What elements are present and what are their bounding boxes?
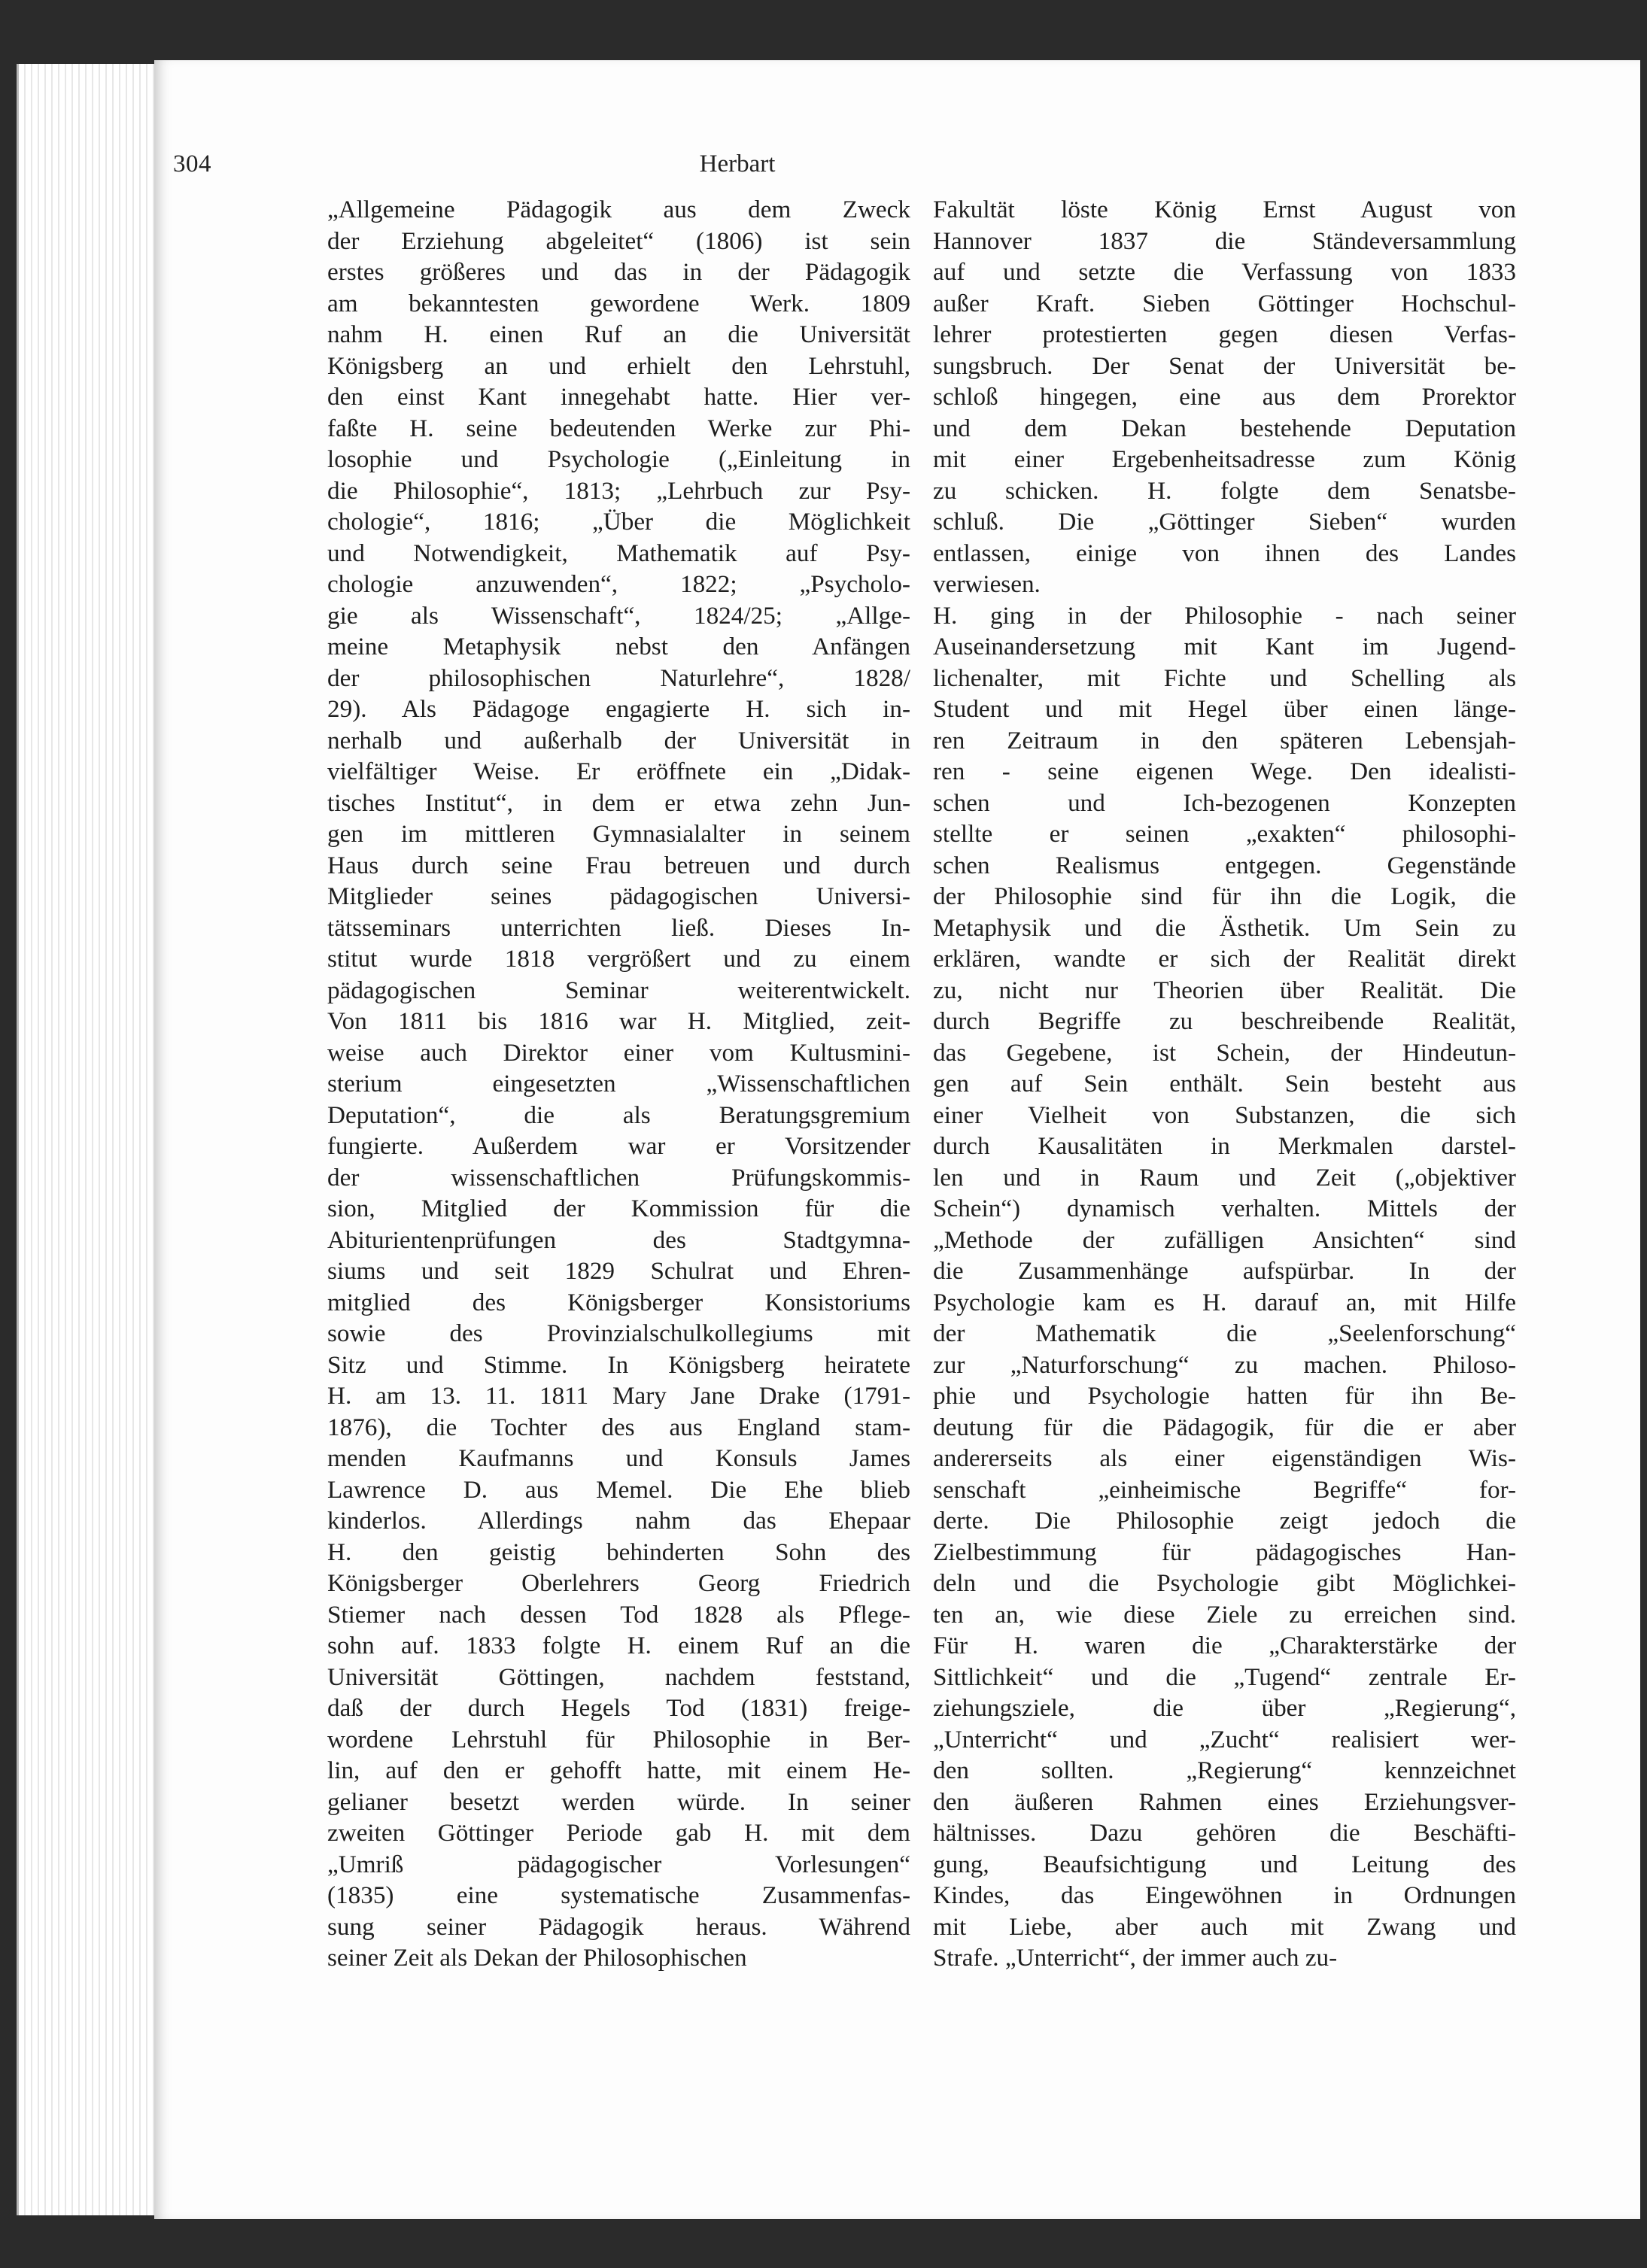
text-line: nahm H. einen Ruf an die Universität <box>327 320 910 348</box>
text-line: H. den geistig behinderten Sohn des <box>327 1538 910 1566</box>
text-line: zweiten Göttinger Periode gab H. mit dem <box>327 1819 910 1847</box>
text-line: wordene Lehrstuhl für Philosophie in Ber- <box>327 1725 910 1753</box>
text-line: lin, auf den er gehofft hatte, mit einem He- <box>327 1756 910 1784</box>
text-line: Von 1811 bis 1816 war H. Mitglied, zeit- <box>327 1007 910 1035</box>
text-line: hältnisses. Dazu gehören die Beschäfti- <box>933 1819 1516 1847</box>
text-line: stellte er seinen „exakten“ philosophi- <box>933 820 1516 848</box>
text-line: sung seiner Pädagogik heraus. Während <box>327 1912 910 1941</box>
text-line: Sitz und Stimme. In Königsberg heiratete <box>327 1350 910 1379</box>
text-line: Schein“) dynamisch verhalten. Mittels der <box>933 1195 1516 1222</box>
text-line: Stiemer nach dessen Tod 1828 als Pflege- <box>327 1600 910 1629</box>
text-line: entlassen, einige von ihnen des Landes <box>933 539 1516 567</box>
text-line: Königsberger Oberlehrers Georg Friedrich <box>327 1569 910 1597</box>
text-line: „Umriß pädagogischer Vorlesungen“ <box>327 1850 910 1878</box>
text-line: pädagogischen Seminar weiterentwickelt. <box>327 976 910 1004</box>
text-line: schen Realismus entgegen. Gegenstände <box>933 851 1516 879</box>
text-line: schen und Ich-bezogenen Konzepten <box>933 788 1516 817</box>
text-line: len und in Raum und Zeit („objektiver <box>933 1163 1516 1192</box>
text-line: Haus durch seine Frau betreuen und durch <box>327 851 910 879</box>
text-line: kinderlos. Allerdings nahm das Ehepaar <box>327 1507 910 1535</box>
page-number: 304 <box>173 150 211 178</box>
text-line: (1835) eine systematische Zusammenfas- <box>327 1881 910 1909</box>
text-line: verwiesen. <box>933 570 1041 598</box>
text-line: den einst Kant innegehabt hatte. Hier ver- <box>327 383 910 411</box>
text-line: deln und die Psychologie gibt Möglichkei- <box>933 1569 1516 1597</box>
text-line: durch Begriffe zu beschreibende Realität, <box>933 1007 1516 1035</box>
text-line: Metaphysik und die Ästhetik. Um Sein zu <box>933 913 1516 942</box>
text-line: schloß hingegen, eine aus dem Prorektor <box>933 383 1516 411</box>
text-line: gung, Beaufsichtigung und Leitung des <box>933 1850 1516 1878</box>
text-line: der Mathematik die „Seelenforschung“ <box>933 1319 1516 1347</box>
text-line: Deputation“, die als Beratungsgremium <box>327 1101 910 1129</box>
text-line: siums und seit 1829 Schulrat und Ehren- <box>327 1257 910 1285</box>
text-line: H. ging in der Philosophie - nach seiner <box>933 601 1516 630</box>
text-line: sohn auf. 1833 folgte H. einem Ruf an die <box>327 1632 910 1659</box>
text-line: mit einer Ergebenheitsadresse zum König <box>933 445 1516 473</box>
text-line: Königsberg an und erhielt den Lehrstuhl, <box>327 351 910 380</box>
text-line: auf und setzte die Verfassung von 1833 <box>933 258 1516 286</box>
text-line: Psychologie kam es H. darauf an, mit Hilfe <box>933 1288 1516 1316</box>
text-line: am bekanntesten gewordene Werk. 1809 <box>327 289 910 317</box>
text-line: ren Zeitraum in den späteren Lebensjah- <box>933 726 1516 754</box>
text-line: einer Vielheit von Substanzen, die sich <box>933 1101 1516 1129</box>
text-line: die Zusammenhänge aufspürbar. In der <box>933 1257 1516 1285</box>
text-line: derte. Die Philosophie zeigt jedoch die <box>933 1507 1516 1535</box>
text-line: 29). Als Pädagoge engagierte H. sich in- <box>327 695 910 723</box>
text-line: vielfältiger Weise. Er eröffnete ein „Didak- <box>327 758 910 785</box>
text-line: mitglied des Königsberger Konsistoriums <box>327 1288 910 1316</box>
text-line: tätsseminars unterrichten ließ. Dieses In- <box>327 913 910 942</box>
text-line: gie als Wissenschaft“, 1824/25; „Allge- <box>327 601 910 630</box>
text-line: Lawrence D. aus Memel. Die Ehe blieb <box>327 1475 910 1504</box>
text-line: Auseinandersetzung mit Kant im Jugend- <box>933 633 1516 660</box>
text-line: der Philosophie sind für ihn die Logik, die <box>933 882 1516 910</box>
text-line: Für H. waren die „Charakterstärke der <box>933 1632 1516 1659</box>
text-line: 1876), die Tochter des aus England stam- <box>327 1413 910 1441</box>
text-line: Kindes, das Eingewöhnen in Ordnungen <box>933 1881 1516 1909</box>
text-line: der philosophischen Naturlehre“, 1828/ <box>327 663 910 692</box>
text-line: durch Kausalitäten in Merkmalen darstel- <box>933 1132 1516 1160</box>
page-header <box>173 150 1302 196</box>
text-line: sterium eingesetzten „Wissenschaftlichen <box>327 1070 910 1098</box>
text-line: chologie“, 1816; „Über die Möglichkeit <box>327 508 910 536</box>
text-line: chologie anzuwenden“, 1822; „Psycholo- <box>327 570 910 598</box>
text-line: und Notwendigkeit, Mathematik auf Psy- <box>327 539 910 567</box>
text-line: der wissenschaftlichen Prüfungskommis- <box>327 1163 910 1192</box>
text-line: „Unterricht“ und „Zucht“ realisiert wer- <box>933 1725 1516 1753</box>
text-line: und dem Dekan bestehende Deputation <box>933 414 1516 442</box>
text-line: Mitglieder seines pädagogischen Universi- <box>327 882 910 910</box>
text-line: sion, Mitglied der Kommission für die <box>327 1195 910 1222</box>
text-line: stitut wurde 1818 vergrößert und zu einem <box>327 945 910 973</box>
text-line: Fakultät löste König Ernst August von <box>933 196 1516 223</box>
text-line: Zielbestimmung für pädagogisches Han- <box>933 1538 1516 1566</box>
text-line: meine Metaphysik nebst den Anfängen <box>327 633 910 660</box>
text-line: Abiturientenprüfungen des Stadtgymna- <box>327 1225 910 1254</box>
running-head: Herbart <box>699 150 776 178</box>
text-line: den äußeren Rahmen eines Erziehungsver- <box>933 1787 1516 1816</box>
text-line: sungsbruch. Der Senat der Universität be- <box>933 351 1516 380</box>
text-line: phie und Psychologie hatten für ihn Be- <box>933 1382 1516 1410</box>
text-line: den sollten. „Regierung“ kennzeichnet <box>933 1756 1516 1784</box>
text-line: nerhalb und außerhalb der Universität in <box>327 726 910 754</box>
text-line: erstes größeres und das in der Pädagogik <box>327 258 910 286</box>
text-line: Student und mit Hegel über einen länge- <box>933 695 1516 723</box>
text-line: fungierte. Außerdem war er Vorsitzender <box>327 1132 910 1160</box>
text-line: gen auf Sein enthält. Sein besteht aus <box>933 1070 1516 1098</box>
text-line: sowie des Provinzialschulkollegiums mit <box>327 1319 910 1347</box>
text-line: menden Kaufmanns und Konsuls James <box>327 1444 910 1472</box>
text-line: lehrer protestierten gegen diesen Verfas- <box>933 320 1516 348</box>
text-line: senschaft „einheimische Begriffe“ for- <box>933 1475 1516 1504</box>
text-line: deutung für die Pädagogik, für die er aber <box>933 1413 1516 1441</box>
text-line: ten an, wie diese Ziele zu erreichen sind. <box>933 1600 1516 1629</box>
text-line: erklären, wandte er sich der Realität direkt <box>933 945 1516 973</box>
text-line: das Gegebene, ist Schein, der Hindeutun- <box>933 1038 1516 1067</box>
text-line: gen im mittleren Gymnasialalter in seinem <box>327 820 910 848</box>
text-line: ren - seine eigenen Wege. Den idealisti- <box>933 758 1516 785</box>
text-line: Universität Göttingen, nachdem feststand, <box>327 1662 910 1691</box>
text-line: Strafe. „Unterricht“, der immer auch zu- <box>933 1944 1338 1972</box>
text-line: „Methode der zufälligen Ansichten“ sind <box>933 1225 1516 1254</box>
text-line: Sittlichkeit“ und die „Tugend“ zentrale Er- <box>933 1662 1516 1691</box>
text-column-right <box>933 194 1516 1974</box>
text-line: der Erziehung abgeleitet“ (1806) ist sein <box>327 226 910 255</box>
text-line: tisches Institut“, in dem er etwa zehn Jun- <box>327 788 910 817</box>
text-line: losophie und Psychologie („Einleitung in <box>327 445 910 473</box>
text-line: zu, nicht nur Theorien über Realität. Die <box>933 976 1516 1004</box>
text-line: Hannover 1837 die Ständeversammlung <box>933 226 1516 255</box>
text-line: zur „Naturforschung“ zu machen. Philoso- <box>933 1350 1516 1379</box>
text-line: die Philosophie“, 1813; „Lehrbuch zur Psy- <box>327 476 910 505</box>
page-stack-edges <box>17 64 162 2215</box>
text-line: ziehungsziele, die über „Regierung“, <box>933 1694 1516 1722</box>
text-line: seiner Zeit als Dekan der Philosophischen <box>327 1944 747 1972</box>
text-line: weise auch Direktor einer vom Kultusmini- <box>327 1038 910 1067</box>
text-line: außer Kraft. Sieben Göttinger Hochschul- <box>933 289 1516 317</box>
text-line: H. am 13. 11. 1811 Mary Jane Drake (1791- <box>327 1382 910 1410</box>
text-line: lichenalter, mit Fichte und Schelling als <box>933 663 1516 692</box>
text-line: gelianer besetzt werden würde. In seiner <box>327 1787 910 1816</box>
text-column-left <box>327 194 910 1974</box>
text-line: „Allgemeine Pädagogik aus dem Zweck <box>327 196 910 223</box>
text-line: andererseits als einer eigenständigen Wis- <box>933 1444 1516 1472</box>
text-line: faßte H. seine bedeutenden Werke zur Phi- <box>327 414 910 442</box>
text-line: zu schicken. H. folgte dem Senatsbe- <box>933 476 1516 505</box>
text-line: schluß. Die „Göttinger Sieben“ wurden <box>933 508 1516 536</box>
text-line: mit Liebe, aber auch mit Zwang und <box>933 1912 1516 1941</box>
text-line: daß der durch Hegels Tod (1831) freige- <box>327 1694 910 1722</box>
